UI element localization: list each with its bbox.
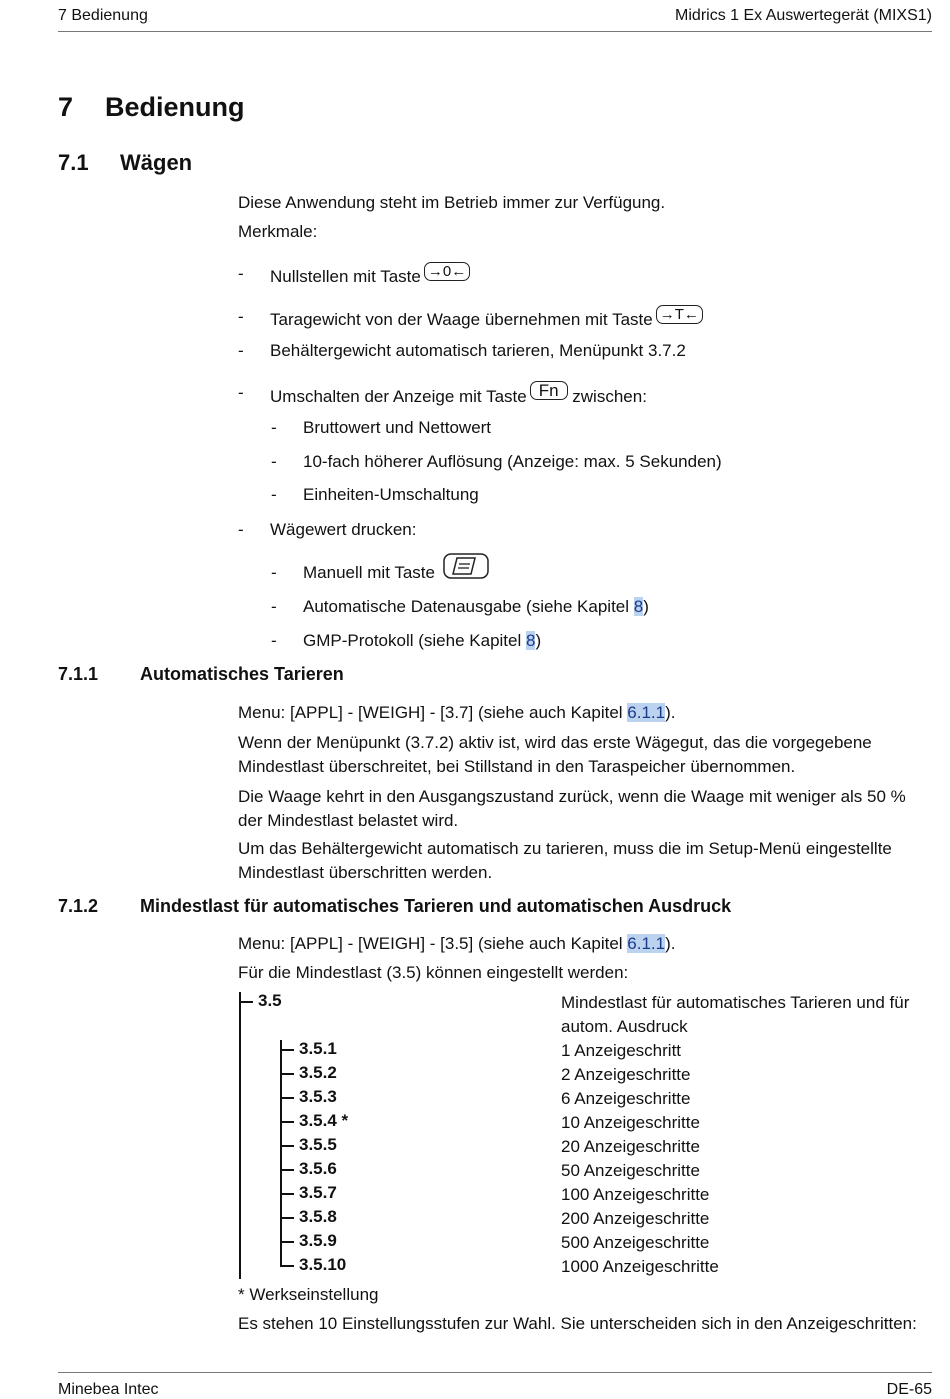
running-header-right: Midrics 1 Ex Auswertegerät (MIXS1) <box>675 7 932 24</box>
list-item-text: Wägewert drucken: <box>270 520 417 539</box>
tree-item-desc: 6 Anzeigeschritte <box>561 1089 691 1108</box>
chapter-title <box>58 92 245 123</box>
list-item: - Wägewert drucken: <box>238 520 417 539</box>
subsection-number: 7.1.1 <box>58 664 99 684</box>
list-item: - GMP-Protokoll (siehe Kapitel 8) <box>271 631 542 650</box>
footnote: * Werkseinstellung <box>238 1285 379 1304</box>
list-item-text: Behältergewicht automatisch tarieren, Menüpunkt 3.7.2 <box>270 341 686 360</box>
paragraph: Wenn der Menüpunkt (3.7.2) aktiv ist, wird das erste Wägegut, das die vorgegebene Mindestlast überschreitet, bei Stillstand in den Taraspeicher übernommen. <box>238 733 872 776</box>
tree-item-code: 3.5.7 <box>299 1183 337 1202</box>
list-item-text: Manuell mit Taste <box>303 563 435 582</box>
subsection-title-text: Automatisches Tarieren <box>140 664 344 684</box>
tree-item-desc: 1 Anzeigeschritt <box>561 1041 682 1060</box>
intro-paragraph: Diese Anwendung steht im Betrieb immer zur Verfügung. <box>238 193 666 212</box>
tree-item-code: 3.5.8 <box>299 1207 337 1226</box>
tree-item-desc: 500 Anzeigeschritte <box>561 1233 710 1252</box>
zero-key-icon: →0← <box>424 262 470 281</box>
chapter-link[interactable]: 8 <box>633 597 644 616</box>
chapter-title-text: Bedienung <box>105 92 245 122</box>
list-item-text: Automatische Datenausgabe (siehe Kapitel <box>303 597 634 616</box>
subsection-title-text: Mindestlast für automatisches Tarieren und automatischen Ausdruck <box>140 896 732 916</box>
tree-branch <box>280 1049 294 1051</box>
list-item: - Automatische Datenausgabe (siehe Kapitel 8) <box>271 597 649 616</box>
footer-page-number: DE-65 <box>886 1381 932 1398</box>
tree-branch <box>280 1193 294 1195</box>
list-item: - Einheiten-Umschaltung <box>271 485 479 504</box>
list-item: - Bruttowert und Nettowert <box>271 418 492 437</box>
closing-paragraph: Es stehen 10 Einstellungsstufen zur Wahl. Sie unterscheiden sich in den Anzeigeschritten: <box>238 1314 917 1333</box>
tree-item-code: 3.5.1 <box>299 1039 337 1058</box>
tree-item-desc: 10 Anzeigeschritte <box>561 1113 700 1132</box>
subsection-title <box>58 896 731 917</box>
subsection-title <box>58 664 344 685</box>
tree-item-desc: 20 Anzeigeschritte <box>561 1137 700 1156</box>
chapter-link[interactable]: 8 <box>525 631 536 650</box>
tree-branch <box>280 1169 294 1171</box>
list-item: - Behältergewicht automatisch tarieren, Menüpunkt 3.7.2 <box>238 341 686 360</box>
list-item-text: zwischen: <box>572 387 647 406</box>
tree-root-code: 3.5 <box>258 991 282 1010</box>
list-item-text: Umschalten der Anzeige mit Taste <box>270 387 527 406</box>
paragraph: Die Waage kehrt in den Ausgangszustand zurück, wenn die Waage mit weniger als 50 % der Mindestlast belastet wird. <box>238 787 906 830</box>
tree-item-code: 3.5.2 <box>299 1063 337 1082</box>
tree-branch <box>280 1241 294 1243</box>
list-item: - Manuell mit Taste <box>303 561 435 585</box>
footer-left: Minebea Intec <box>58 1381 159 1398</box>
section-title <box>58 150 192 176</box>
tree-branch <box>280 1217 294 1219</box>
tree-branch <box>280 1073 294 1075</box>
tree-item-code: 3.5.10 <box>299 1255 347 1274</box>
features-label: Merkmale: <box>238 222 318 241</box>
list-item: - 10-fach höherer Auflösung (Anzeige: max. 5 Sekunden) <box>271 452 722 471</box>
menu-path: Menu: [APPL] - [WEIGH] - [3.5] (siehe auch Kapitel 6.1.1). <box>238 934 676 953</box>
chapter-number: 7 <box>58 92 74 122</box>
list-item-text: Nullstellen mit Taste <box>270 267 421 286</box>
list-item: - Taragewicht von der Waage übernehmen mit Taste →T← <box>270 305 703 332</box>
paragraph: Für die Mindestlast (3.5) können eingestellt werden: <box>238 963 629 982</box>
running-header-left: 7 Bedienung <box>58 7 148 24</box>
print-key-icon <box>443 553 489 586</box>
tree-item-code: 3.5.5 <box>299 1135 337 1154</box>
tree-item-desc: 1000 Anzeigeschritte <box>561 1257 719 1276</box>
tree-item-code: 3.5.4 * <box>299 1111 349 1130</box>
fn-key-icon: Fn <box>530 381 568 400</box>
tree-item-desc: 100 Anzeigeschritte <box>561 1185 710 1204</box>
tree-branch <box>280 1121 294 1123</box>
tree-branch <box>280 1265 294 1267</box>
list-item-text: GMP-Protokoll (siehe Kapitel <box>303 631 526 650</box>
tree-item-code: 3.5.6 <box>299 1159 337 1178</box>
list-item-text: Taragewicht von der Waage übernehmen mit Taste <box>270 310 653 329</box>
tree-item-desc: 50 Anzeigeschritte <box>561 1161 700 1180</box>
list-item-text: Bruttowert und Nettowert <box>303 418 492 437</box>
tare-key-icon: →T← <box>656 305 703 324</box>
tree-branch <box>239 1001 253 1003</box>
list-item: - Nullstellen mit Taste →0← <box>270 262 470 289</box>
subsection-number: 7.1.2 <box>58 896 99 916</box>
footer-rule <box>58 1372 932 1373</box>
list-item-text: 10-fach höherer Auflösung (Anzeige: max. 5 Sekunden) <box>303 452 722 471</box>
tree-branch <box>280 1145 294 1147</box>
tree-item-desc: 2 Anzeigeschritte <box>561 1065 691 1084</box>
menu-path: Menu: [APPL] - [WEIGH] - [3.7] (siehe auch Kapitel 6.1.1). <box>238 703 676 722</box>
tree-root-desc: Mindestlast für automatisches Tarieren und für autom. Ausdruck <box>561 993 910 1036</box>
paragraph: Um das Behältergewicht automatisch zu tarieren, muss die im Setup-Menü eingestellte Mindestlast überschritten werden. <box>238 839 892 882</box>
tree-item-code: 3.5.3 <box>299 1087 337 1106</box>
section-number: 7.1 <box>58 150 89 175</box>
tree-branch <box>280 1097 294 1099</box>
tree-trunk <box>239 992 241 1279</box>
chapter-link[interactable]: 6.1.1 <box>627 934 666 953</box>
tree-item-desc: 200 Anzeigeschritte <box>561 1209 710 1228</box>
list-item: - Umschalten der Anzeige mit Taste Fn zwischen: <box>238 381 647 406</box>
list-item-text: Einheiten-Umschaltung <box>303 485 479 504</box>
tree-item-code: 3.5.9 <box>299 1231 337 1250</box>
chapter-link[interactable]: 6.1.1 <box>627 703 666 722</box>
section-title-text: Wägen <box>120 150 193 175</box>
header-rule <box>58 31 932 32</box>
